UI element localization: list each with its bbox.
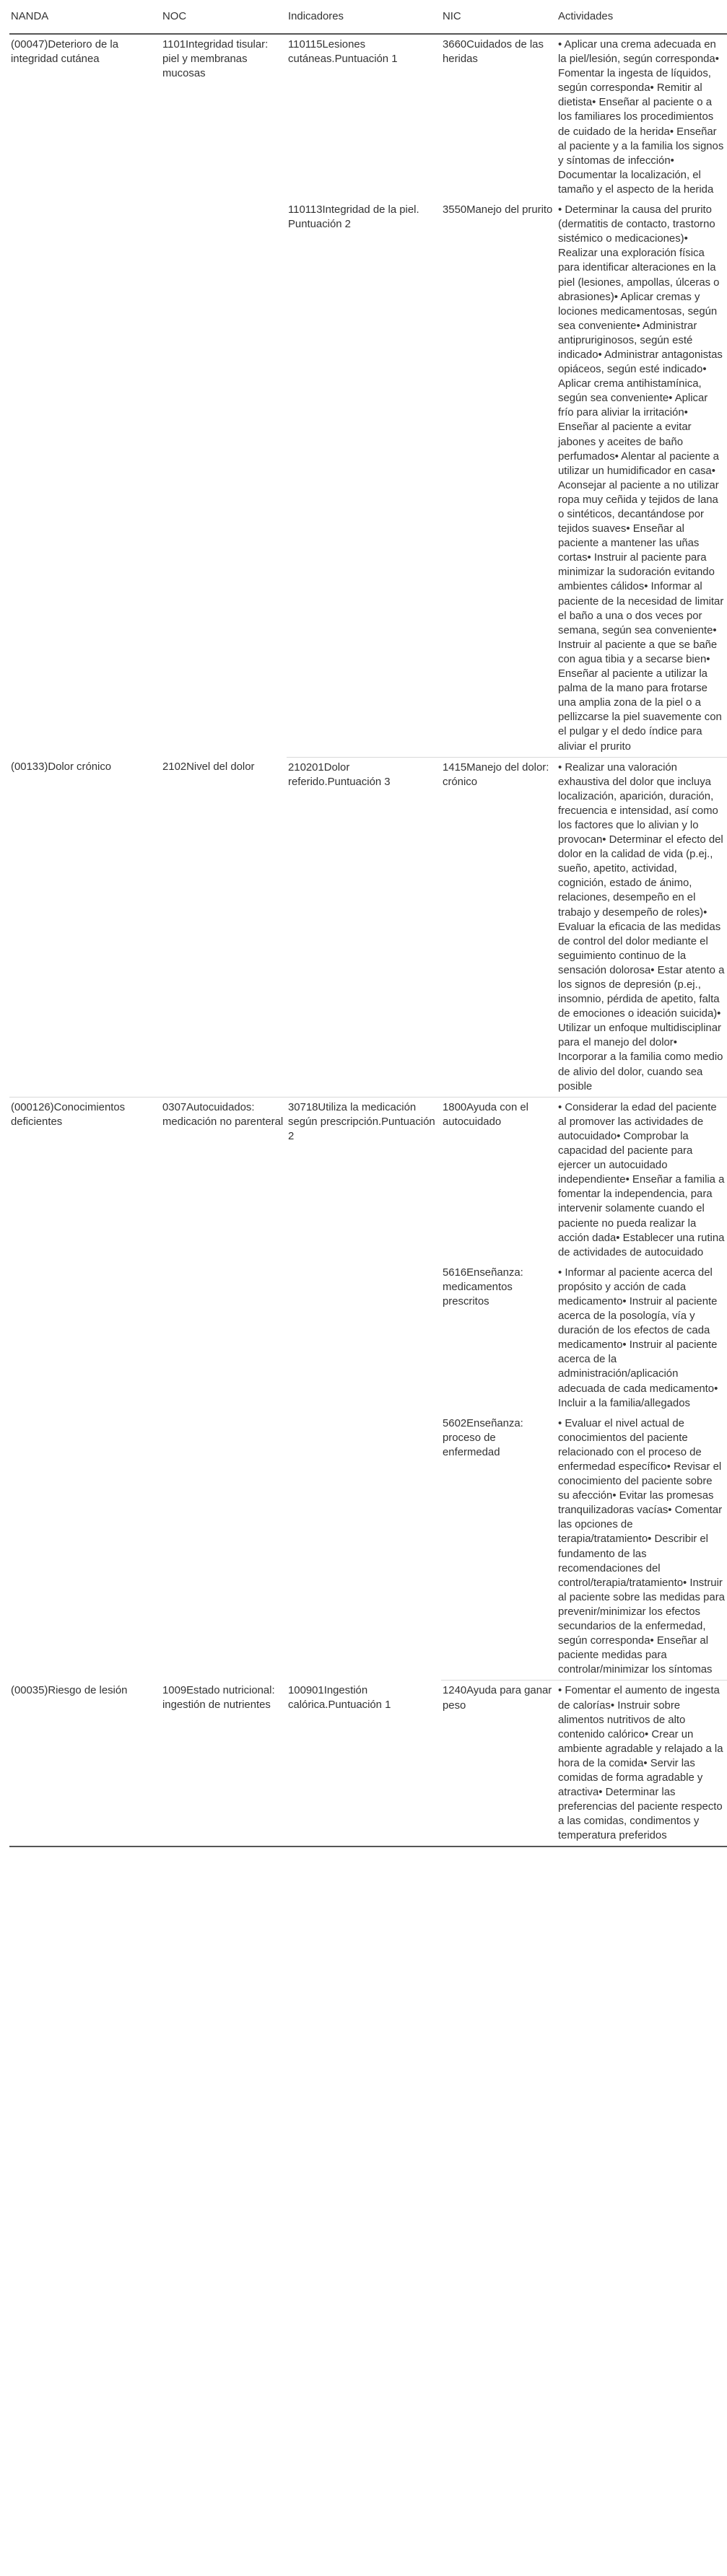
indicador-cell: 210201Dolor referido.Puntuación 3 (287, 757, 441, 1097)
indicador-cell: 100901Ingestión calórica.Puntuación 1 (287, 1681, 441, 1847)
nanda-cell: (000126)Conocimientos deficientes (11, 1101, 126, 1128)
indicador-cell: 30718Utiliza la medicación según prescripción.Puntuación 2 (288, 1101, 435, 1142)
actividades-cell: • Determinar la causa del prurito (dermatitis de contacto, trastorno sistémico o medicaciones)• Realizar una exploración física para identificar alteraciones en la piel (lesiones, ampollas, úlceras o abrasiones)• Aplicar cremas y lociones medicamentosas, según sea conveniente• Administrar antipruriginosos, según esté indicado• Administrar antagonistas opiáceos, según esté indicado• Aplicar crema antihistamínica, según sea conveniente• Aplicar frío para aliviar la irritación• Enseñar al paciente a evitar jabones y aceites de baño perfumados• Alentar al paciente a utilizar un humidificador en casa• Aconsejar al paciente a no utilizar ropa muy ceñida y tejidos de lana o sintéticos, decantándose por tejidos suaves• Enseñar al paciente a mantener las uñas cortas• Instruir al paciente para minimizar la sudoración evitando ambientes cálidos• Informar al paciente de la necesidad de limitar el baño a una o dos veces por semana, según sea conveniente• Instruir al paciente a que se bañe con agua tibia y a secarse bien• Enseñar al paciente a utilizar la palma de la mano para frotarse una amplia zona de la piel o a pellizcarse la piel suavemente con el pulgar y el dedo índice para aliviar el prurito (557, 200, 727, 757)
nic-cell: 1800Ayuda con el autocuidado (443, 1101, 528, 1128)
nanda-cell: (00133)Dolor crónico (9, 757, 161, 1097)
header-nanda: NANDA (9, 0, 161, 34)
noc-cell: 1009Estado nutricional: ingestión de nutrientes (161, 1681, 287, 1847)
table-row (9, 757, 727, 1097)
nanda-cell: (00047)Deterioro de la integridad cutánea (11, 39, 118, 66)
nic-cell: 1240Ayuda para ganar peso (441, 1681, 557, 1847)
table-row (9, 34, 727, 200)
actividades-cell: • Aplicar una crema adecuada en la piel/lesión, según corresponda• Fomentar la ingesta de líquidos, según corresponda• Remitir al dietista• Enseñar al paciente o a los familiares los procedimientos de cuidado de la herida• Enseñar al paciente y a la familia los signos y síntomas de infección• Documentar la localización, el tamaño y el aspecto de la herida (558, 39, 724, 196)
nic-cell: 3660Cuidados de las heridas (443, 39, 544, 66)
actividades-cell: • Realizar una valoración exhaustiva del dolor que incluya localización, aparición, duración, frecuencia e intensidad, así como los factores que lo alivian y lo provocan• Determinar el efecto del dolor en la calidad de vida (p.ej., sueño, apetito, actividad, cognición, estado de ánimo, relaciones, desempeño en el trabajo y desempeño de roles)• Evaluar la eficacia de las medidas de control del dolor mediante el seguimiento continuo de la sensación dolorosa• Estar atento a los signos de depresión (p.ej., insomnio, pérdida de apetito, falta de emociones o ideación suicida)• Utilizar un enfoque multidisciplinar para el manejo del dolor• Incorporar a la familia como medio de alivio del dolor, cuando sea posible (557, 757, 727, 1097)
nanda-cell: (00035)Riesgo de lesión (9, 1681, 161, 1847)
table-row (9, 1097, 727, 1263)
nic-cell: 3550Manejo del prurito (441, 200, 557, 757)
noc-cell: 2102Nivel del dolor (161, 757, 287, 1097)
header-actividades: Actividades (557, 0, 727, 34)
indicador-cell: 110115Lesiones cutáneas.Puntuación 1 (288, 39, 398, 66)
care-plan-table (9, 0, 727, 1847)
table-row (9, 1681, 727, 1847)
actividades-cell: • Informar al paciente acerca del propósito y acción de cada medicamento• Instruir al paciente acerca de la posología, vía y duración de los efectos de cada medicamento• Instruir al paciente acerca de la administración/aplicación adecuada de cada medicamento• Incluir a la familia/allegados (558, 1266, 718, 1409)
actividades-cell: • Considerar la edad del paciente al promover las actividades de autocuidado• Comprobar la capacidad del paciente para ejercer un autocuidado independiente• Enseñar a familia a fomentar la independencia, para intervenir solamente cuando el paciente no pueda realizar la acción dada• Establecer una rutina de actividades de autocuidado (558, 1101, 725, 1258)
nic-cell: 1415Manejo del dolor: crónico (441, 757, 557, 1097)
noc-cell: 0307Autocuidados: medicación no parenteral (162, 1101, 284, 1128)
header-indicadores: Indicadores (287, 0, 441, 34)
table-header (9, 0, 727, 34)
table-body (9, 34, 727, 1846)
actividades-cell: • Evaluar el nivel actual de conocimientos del paciente relacionado con el proceso de enfermedad específico• Revisar el conocimiento del paciente sobre su afección• Evitar las promesas tranquilizadoras vacías• Comentar las opciones de terapia/tratamiento• Describir el fundamento de las recomendaciones del control/terapia/tratamiento• Instruir al paciente sobre las medidas para prevenir/minimizar los efectos secundarios de la enfermedad, según corresponda• Enseñar al paciente medidas para controlar/minimizar los síntomas (557, 1414, 727, 1681)
actividades-cell: • Fomentar el aumento de ingesta de calorías• Instruir sobre alimentos nutritivos de alto contenido calórico• Crear un ambiente agradable y relajado a la hora de la comida• Servir las comidas de forma agradable y atractiva• Determinar las preferencias del paciente respecto a las comidas, condimentos y temperatura preferidos (557, 1681, 727, 1847)
header-noc: NOC (161, 0, 287, 34)
nic-cell: 5602Enseñanza: proceso de enfermedad (441, 1414, 557, 1681)
header-row (9, 0, 727, 34)
header-nic: NIC (441, 0, 557, 34)
nic-cell: 5616Enseñanza: medicamentos prescritos (443, 1266, 523, 1307)
noc-cell: 1101Integridad tisular: piel y membranas mucosas (162, 39, 269, 80)
indicador-cell: 110113Integridad de la piel. Puntuación 2 (287, 200, 441, 757)
